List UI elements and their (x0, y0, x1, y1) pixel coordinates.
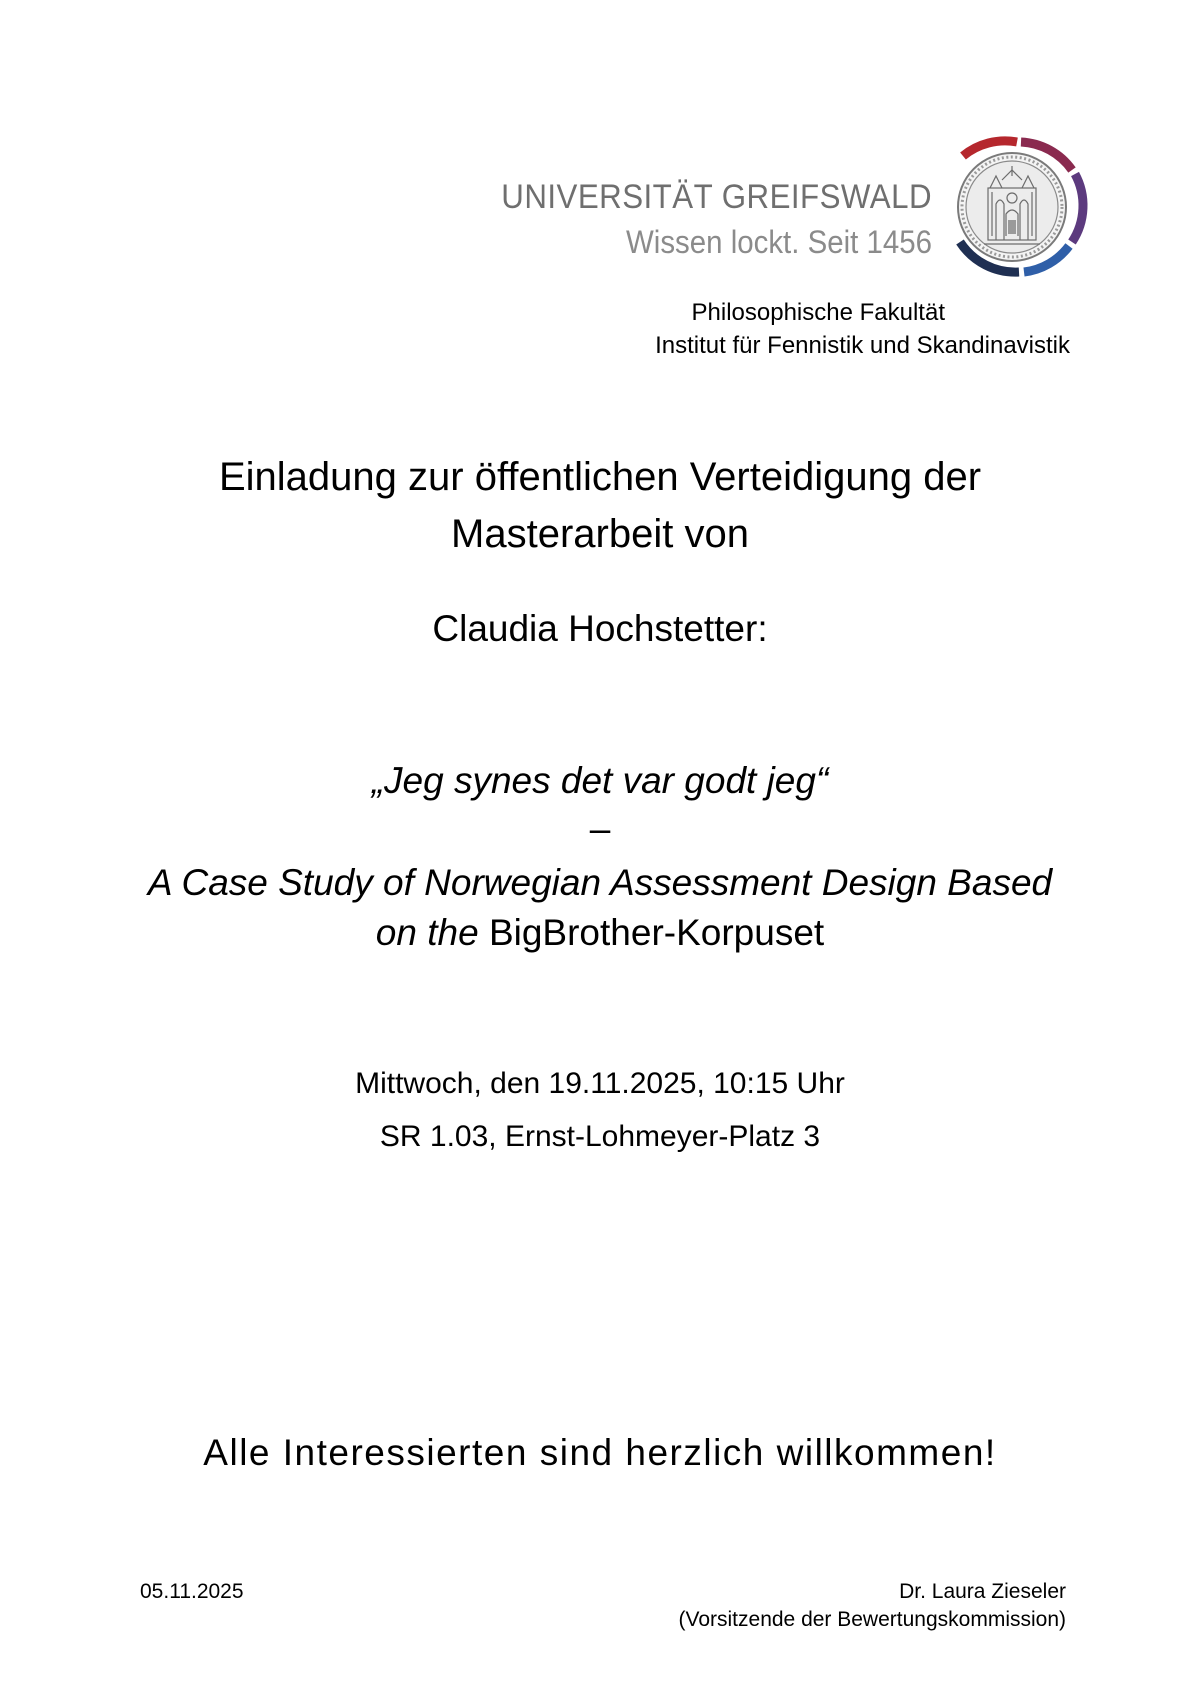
university-seal-icon (938, 132, 1108, 282)
thesis-subtitle-line-1: A Case Study of Norwegian Assessment Design Based (147, 862, 1053, 903)
invitation-heading-line-2: Masterarbeit von (451, 512, 749, 556)
signer-role: (Vorsitzende der Bewertungskommission) (678, 1608, 1066, 1631)
welcome-message: Alle Interessierten sind herzlich willkommen! (203, 1432, 997, 1473)
thesis-title-dash: – (589, 808, 611, 849)
invitation-heading-line-1: Einladung zur öffentlichen Verteidigung der (218, 455, 982, 499)
faculty-name: Philosophische Fakultät (691, 299, 945, 326)
thesis-subtitle-corpus-name: BigBrother-Korpuset (488, 912, 825, 953)
event-date-time: Mittwoch, den 19.11.2025, 10:15 Uhr (355, 1067, 845, 1100)
seal-ring-purple (1072, 174, 1083, 242)
university-name: UNIVERSITÄT GREIFSWALD (501, 178, 932, 216)
author-name: Claudia Hochstetter: (432, 608, 768, 649)
institute-name: Institut für Fennistik und Skandinavistik (655, 332, 1070, 359)
university-motto: Wissen lockt. Seit 1456 (626, 224, 932, 260)
thesis-subtitle-line-2 (0, 912, 1200, 954)
thesis-title-quote: „Jeg synes det var godt jeg“ (371, 760, 829, 801)
thesis-subtitle-italic-part: on the (375, 912, 479, 953)
signer-name: Dr. Laura Zieseler (899, 1580, 1066, 1603)
event-location: SR 1.03, Ernst-Lohmeyer-Platz 3 (379, 1120, 821, 1153)
document-date: 05.11.2025 (140, 1580, 244, 1603)
